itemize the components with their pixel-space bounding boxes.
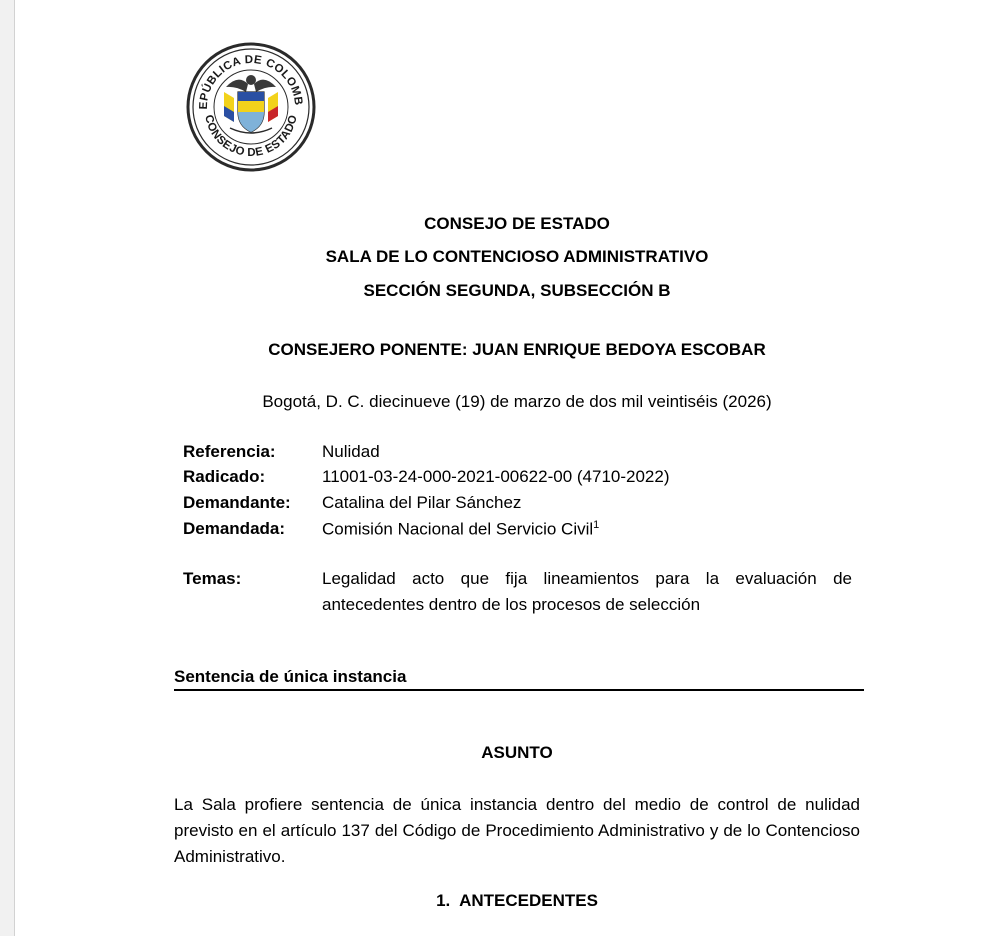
referencia-value: Nulidad: [322, 442, 380, 461]
asunto-heading: ASUNTO: [481, 743, 553, 762]
antecedentes-heading: 1. ANTECEDENTES: [436, 891, 598, 910]
coat-of-arms-icon: [186, 42, 316, 172]
chamber-name: SALA DE LO CONTENCIOSO ADMINISTRATIVO: [325, 247, 709, 266]
referencia-label: Referencia:: [183, 442, 276, 461]
demandada-value: [322, 519, 599, 540]
temas-value: Legalidad acto que fija lineamientos para la evaluación de antecedentes dentro de los procesos de selección: [322, 569, 852, 614]
svg-text:REPÚBLICA DE COLOMBIA: EPÚBLICA DE COLOMB: [197, 53, 305, 110]
court-name: CONSEJO DE ESTADO: [424, 214, 610, 233]
temas-label: Temas:: [183, 569, 242, 588]
demandada-text: Comisión Nacional del Servicio Civil: [322, 519, 594, 539]
demandada-label: Demandada:: [183, 519, 286, 538]
ponente-line: CONSEJERO PONENTE: JUAN ENRIQUE BEDOYA ESCOBAR: [268, 340, 766, 359]
footnote-marker[interactable]: 1: [593, 519, 600, 531]
asunto-paragraph: La Sala profiere sentencia de única instancia dentro del medio de control de nulidad previsto en el artículo 137 del Código de Procedimiento Administrativo y de lo Contencioso Administrativo.: [174, 795, 860, 866]
radicado-label: Radicado:: [183, 467, 266, 486]
demandante-label: Demandante:: [183, 493, 291, 512]
section-name: SECCIÓN SEGUNDA, SUBSECCIÓN B: [363, 281, 671, 300]
place-date-line: Bogotá, D. C. diecinueve (19) de marzo de dos mil veintiséis (2026): [262, 392, 772, 411]
svg-text:CONSEJO DE ESTADO: CONSEJO DE ESTADO: [202, 113, 300, 160]
radicado-value: 11001-03-24-000-2021-00622-00 (4710-2022): [322, 467, 670, 486]
viewer-left-edge: [0, 0, 15, 936]
demandante-value: Catalina del Pilar Sánchez: [322, 493, 522, 512]
sentencia-heading: Sentencia de única instancia: [174, 667, 864, 691]
consejo-de-estado-seal: [186, 42, 316, 172]
